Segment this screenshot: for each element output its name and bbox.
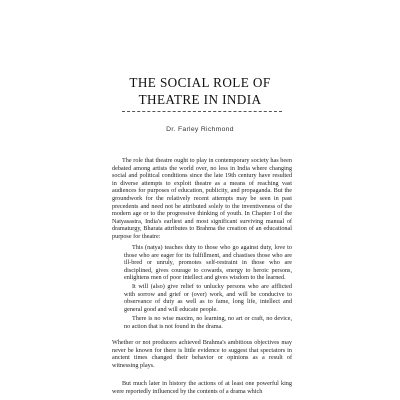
body-paragraph-2: Whether or not producers achieved Brahma's ambitious objectives may never be known for there is little evidence to suggest that spectators in ancient times changed their behavior or opinions as a result of witnessing plays. [112, 339, 292, 369]
title-divider [122, 111, 282, 112]
quote-paragraph-3: There is no wise maxim, no learning, no art or craft, no device, no action that is not found in the drama. [124, 315, 292, 330]
body-paragraph-3: But much later in history the actions of at least one powerful king were reportedly influenced by the contents of a drama which [112, 380, 292, 395]
author-name: Dr. Farley Richmond [166, 126, 234, 133]
quote-paragraph-1: This (natya) teaches duty to those who go against duty, love to those who are eager for its fulfillment, and chastises those who are ill-bred or unruly, promotes self-restraint in those who are disciplined, gives courage to cowards, energy to heroic persons, enlightens men of poor intellect and gives wisdom to the learned. [124, 244, 292, 282]
body-paragraph-intro: The role that theatre ought to play in contemporary society has been debated among artists the world over, no less in India where changing social and political conditions since the late 19th century have resulted in diverse attempts to exploit theatre as a means of reaching vast audiences for purposes of education, publicity, and propaganda. But the groundwork for the relatively recent attempts may be seen in past precedents and need not be attributed solely to the inventiveness of the modern age or to the progressive thinking of youth. In Chapter I of the Natyasastra, India's earliest and most significant surviving manual of dramaturgy, Bharata attributes to Brahma the creation of an educational purpose for theatre: [112, 157, 292, 240]
article-title-line-2: THEATRE IN INDIA [138, 92, 262, 107]
article-title-line-1: THE SOCIAL ROLE OF [129, 75, 271, 90]
quote-paragraph-2: It will (also) give relief to unlucky persons who are afflicted with sorrow and grief or (over) work, and will be conducive to observance of duty as well as to fame, long life, intellect and general good and will educate people. [124, 283, 292, 313]
